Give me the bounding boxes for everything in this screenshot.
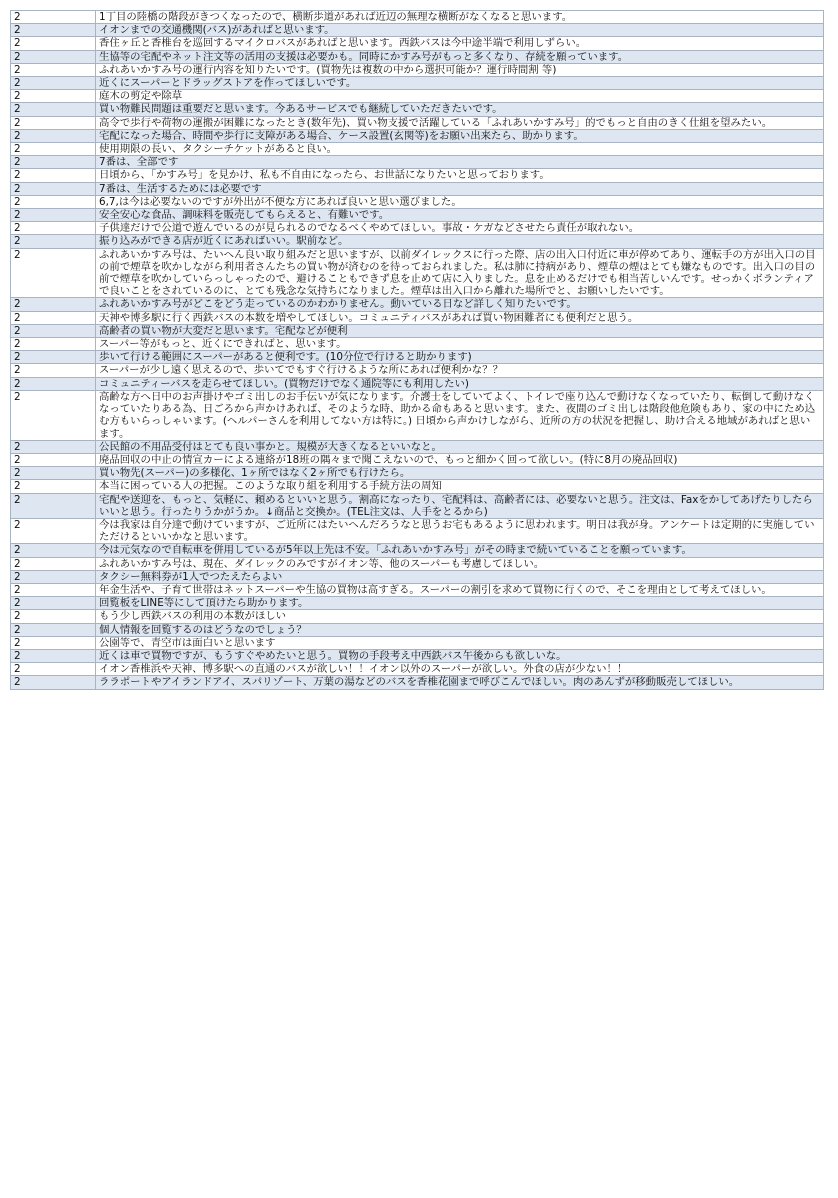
comments-table-body xyxy=(11,11,824,690)
row-number-cell: 2 xyxy=(11,649,96,662)
row-comment-cell: 歩いて行ける範囲にスーパーがあると便利です。(10分位で行けると助かります) xyxy=(96,351,824,364)
row-comment-cell: 生協等の宅配やネット注文等の活用の支援は必要かも。同時にかすみ号がもっと多くなり、存続を願っています。 xyxy=(96,50,824,63)
row-number-cell: 2 xyxy=(11,143,96,156)
row-number-cell: 2 xyxy=(11,209,96,222)
row-number-cell: 2 xyxy=(11,338,96,351)
row-comment-cell: 個人情報を回覧するのはどうなのでしょう？ xyxy=(96,623,824,636)
row-comment-cell: 公民館の不用品受付はとても良い事かと。規模が大きくなるといいなと。 xyxy=(96,440,824,453)
row-comment-cell: 買い物先(スーパー)の多様化、1ヶ所ではなく2ヶ所でも行けたら。 xyxy=(96,467,824,480)
row-comment-cell: 1丁目の陸橋の階段がきつくなったので、横断歩道があれば近辺の無理な横断がなくなると思います。 xyxy=(96,11,824,24)
row-comment-cell: 香住ヶ丘と香椎台を巡回するマイクロバスがあればと思います。西鉄バスは今中途半端で利用しずらい。 xyxy=(96,37,824,50)
row-number-cell: 2 xyxy=(11,351,96,364)
row-number-cell: 2 xyxy=(11,557,96,570)
table-row xyxy=(11,557,824,570)
row-number-cell: 2 xyxy=(11,195,96,208)
row-number-cell: 2 xyxy=(11,636,96,649)
table-row xyxy=(11,518,824,543)
table-row xyxy=(11,351,824,364)
row-number-cell: 2 xyxy=(11,597,96,610)
row-comment-cell: ふれあいかすみ号の運行内容を知りたいです。(買物先は複数の中から選択可能か？運行時間割 等) xyxy=(96,63,824,76)
row-comment-cell: 7番は、生活するためには必要です xyxy=(96,182,824,195)
row-comment-cell: 回覧板をLINE等にして頂けたら助かります。 xyxy=(96,597,824,610)
row-number-cell: 2 xyxy=(11,222,96,235)
table-row xyxy=(11,676,824,689)
table-row xyxy=(11,248,824,298)
row-number-cell: 2 xyxy=(11,570,96,583)
row-comment-cell: 6,7,は今は必要ないのですが外出が不便な方にあれば良いと思い選びました。 xyxy=(96,195,824,208)
table-row xyxy=(11,37,824,50)
row-number-cell: 2 xyxy=(11,583,96,596)
table-row xyxy=(11,663,824,676)
table-row xyxy=(11,209,824,222)
table-row xyxy=(11,298,824,311)
row-number-cell: 2 xyxy=(11,390,96,440)
row-comment-cell: 買い物難民問題は重要だと思います。今あるサービスでも継続していただきたいです。 xyxy=(96,103,824,116)
table-row xyxy=(11,636,824,649)
table-row xyxy=(11,235,824,248)
table-row xyxy=(11,11,824,24)
row-comment-cell: 宅配や送迎を、もっと、気軽に、頼めるといいと思う。割高になったり、宅配料は、高齢者には、必要ないと思う。注文は、Faxをかしてあげたりしたらいいと思う。行ったりうかがうか。↓商品と交換か。(TEL注文は、人手をとるから) xyxy=(96,493,824,518)
table-row xyxy=(11,338,824,351)
table-row xyxy=(11,311,824,324)
table-row xyxy=(11,156,824,169)
table-row xyxy=(11,544,824,557)
row-comment-cell: ララポートやアイランドアイ、スパリゾート、万葉の湯などのバスを香椎花園まで呼びこんでほしい。肉のあんずが移動販売してほしい。 xyxy=(96,676,824,689)
table-row xyxy=(11,453,824,466)
table-row xyxy=(11,324,824,337)
table-row xyxy=(11,390,824,440)
table-row xyxy=(11,377,824,390)
table-row xyxy=(11,77,824,90)
row-comment-cell: スーパーが少し遠く思えるので、歩いてでもすぐ行けるような所にあれば便利かな？？ xyxy=(96,364,824,377)
row-number-cell: 2 xyxy=(11,103,96,116)
survey-comments-sheet xyxy=(10,10,824,690)
table-row xyxy=(11,222,824,235)
row-comment-cell: 天神や博多駅に行く西鉄バスの本数を増やしてほしい。コミュニティバスがあれば買い物困難者にも便利だと思う。 xyxy=(96,311,824,324)
row-number-cell: 2 xyxy=(11,50,96,63)
table-row xyxy=(11,103,824,116)
row-comment-cell: イオンまでの交通機関(バス)があればと思います。 xyxy=(96,24,824,37)
table-row xyxy=(11,63,824,76)
row-number-cell: 2 xyxy=(11,116,96,129)
table-row xyxy=(11,169,824,182)
row-number-cell: 2 xyxy=(11,77,96,90)
row-number-cell: 2 xyxy=(11,544,96,557)
table-row xyxy=(11,440,824,453)
table-row xyxy=(11,583,824,596)
row-number-cell: 2 xyxy=(11,11,96,24)
row-comment-cell: もう少し西鉄バスの利用の本数がほしい xyxy=(96,610,824,623)
row-number-cell: 2 xyxy=(11,37,96,50)
table-row xyxy=(11,195,824,208)
row-number-cell: 2 xyxy=(11,676,96,689)
row-comment-cell: 使用期限の長い、タクシーチケットがあると良い。 xyxy=(96,143,824,156)
table-row xyxy=(11,610,824,623)
row-number-cell: 2 xyxy=(11,298,96,311)
table-row xyxy=(11,116,824,129)
row-number-cell: 2 xyxy=(11,169,96,182)
row-number-cell: 2 xyxy=(11,182,96,195)
row-number-cell: 2 xyxy=(11,311,96,324)
table-row xyxy=(11,570,824,583)
row-number-cell: 2 xyxy=(11,610,96,623)
table-row xyxy=(11,623,824,636)
row-number-cell: 2 xyxy=(11,377,96,390)
row-comment-cell: 日頃から、「かすみ号」を見かけ、私も不自由になったら、お世話になりたいと思っております。 xyxy=(96,169,824,182)
row-comment-cell: 高令で歩行や荷物の運搬が困難になったとき(数年先)、買い物支援で活躍している「ふれあいかすみ号」的でもっと自由のきく仕組を望みたい。 xyxy=(96,116,824,129)
row-comment-cell: コミュニティーバスを走らせてほしい。(買物だけでなく通院等にも利用したい) xyxy=(96,377,824,390)
table-row xyxy=(11,364,824,377)
row-comment-cell: 安全安心な食品、調味料を販売してもらえると、有難いです。 xyxy=(96,209,824,222)
row-number-cell: 2 xyxy=(11,364,96,377)
row-comment-cell: タクシー無料券が1人でつたえたらよい xyxy=(96,570,824,583)
table-row xyxy=(11,143,824,156)
row-comment-cell: 今は我家は自分達で動けていますが、ご近所にはたいへんだろうなと思うお宅もあるように思われます。明日は我が身。アンケートは定期的に実施していただけるといいかなと思います。 xyxy=(96,518,824,543)
table-row xyxy=(11,182,824,195)
row-comment-cell: ふれあいかすみ号は、たいへん良い取り組みだと思いますが、以前ダイレックスに行った際、店の出入口付近に車が停めてあり、運転手の方が出入口の目の前で煙草を吹かしながら利用者さんたちの買い物が済むのを待っておられました。私は肺に持病があり、煙草の煙はとても嫌なものです。出入口の目の前で煙草を吹かしていらっしゃったので、避けることもできず息を止めて店に入りました。息を止めるだけでも相当苦しいんです。せっかくボランティアで良いことをされているのに、とても残念な気持ちになりました。煙草は出入口から離れた場所でと、お願いしたいです。 xyxy=(96,248,824,298)
row-number-cell: 2 xyxy=(11,129,96,142)
table-row xyxy=(11,597,824,610)
table-row xyxy=(11,50,824,63)
row-number-cell: 2 xyxy=(11,90,96,103)
row-comment-cell: 廃品回収の中止の情宣カーによる連絡が18班の隅々まで聞こえないので、もっと細かく回って欲しい。(特に8月の廃品回収) xyxy=(96,453,824,466)
row-number-cell: 2 xyxy=(11,453,96,466)
table-row xyxy=(11,467,824,480)
row-number-cell: 2 xyxy=(11,518,96,543)
row-comment-cell: 年金生活や、子育て世帯はネットスーパーや生協の買物は高すぎる。スーパーの割引を求めて買物に行くので、そこを理由として考えてほしい。 xyxy=(96,583,824,596)
row-number-cell: 2 xyxy=(11,440,96,453)
row-comment-cell: 子供達だけで公道で遊んでいるのが見られるのでなるべくやめてほしい。事故・ケガなどさせたら責任が取れない。 xyxy=(96,222,824,235)
row-comment-cell: 高齢な方へ日中のお声掛けやゴミ出しのお手伝いが気になります。介護士をしていてよく、トイレで座り込んで動けなくなっていたり、転倒して動けなくなっていたりある為、日ごろから声かけあれば、そのような時、助かる命もあると思います。また、夜間のゴミ出しは階段他危険もあり、家の中にため込む方もいらっしゃいます。(ヘルパーさんを利用してない方は特に。) 日頃から声かけしながら、近所の方の状況を把握し、助け合える地域があればと思います。 xyxy=(96,390,824,440)
table-row xyxy=(11,649,824,662)
row-comment-cell: 振り込みができる店が近くにあればいい。駅前など。 xyxy=(96,235,824,248)
row-comment-cell: 高齢者の買い物が大変だと思います。宅配などが便利 xyxy=(96,324,824,337)
row-number-cell: 2 xyxy=(11,623,96,636)
row-number-cell: 2 xyxy=(11,663,96,676)
row-comment-cell: 今は元気なので自転車を併用しているが5年以上先は不安。「ふれあいかすみ号」がその時まで続いていることを願っています。 xyxy=(96,544,824,557)
table-row xyxy=(11,493,824,518)
row-comment-cell: ふれあいかすみ号は、現在、ダイレックのみですがイオン等、他のスーパーも考慮してほしい。 xyxy=(96,557,824,570)
row-comment-cell: 庭木の剪定や除草 xyxy=(96,90,824,103)
table-row xyxy=(11,90,824,103)
row-number-cell: 2 xyxy=(11,63,96,76)
row-comment-cell: 7番は、全部です xyxy=(96,156,824,169)
row-comment-cell: イオン香椎浜や天神、博多駅への直通のバスが欲しい！！イオン以外のスーパーが欲しい。外食の店が少ない！！ xyxy=(96,663,824,676)
row-comment-cell: ふれあいかすみ号がどこをどう走っているのかわかりません。動いている日など詳しく知りたいです。 xyxy=(96,298,824,311)
row-comment-cell: 本当に困っている人の把握。このような取り組を利用する手続方法の周知 xyxy=(96,480,824,493)
row-number-cell: 2 xyxy=(11,24,96,37)
row-number-cell: 2 xyxy=(11,467,96,480)
row-number-cell: 2 xyxy=(11,480,96,493)
row-number-cell: 2 xyxy=(11,324,96,337)
row-comment-cell: 近くは車で買物ですが、もうすぐやめたいと思う。買物の手段考え中西鉄バス午後からも欲しいな。 xyxy=(96,649,824,662)
row-number-cell: 2 xyxy=(11,248,96,298)
comments-table xyxy=(10,10,824,690)
row-number-cell: 2 xyxy=(11,235,96,248)
row-number-cell: 2 xyxy=(11,156,96,169)
row-comment-cell: スーパー等がもっと、近くにできればと、思います。 xyxy=(96,338,824,351)
table-row xyxy=(11,129,824,142)
row-comment-cell: 公園等で、青空市は面白いと思います xyxy=(96,636,824,649)
row-comment-cell: 近くにスーパーとドラッグストアを作ってほしいです。 xyxy=(96,77,824,90)
table-row xyxy=(11,24,824,37)
row-comment-cell: 宅配になった場合、時間や歩行に支障がある場合、ケース設置(玄関等)をお願い出来たら、助かります。 xyxy=(96,129,824,142)
table-row xyxy=(11,480,824,493)
row-number-cell: 2 xyxy=(11,493,96,518)
